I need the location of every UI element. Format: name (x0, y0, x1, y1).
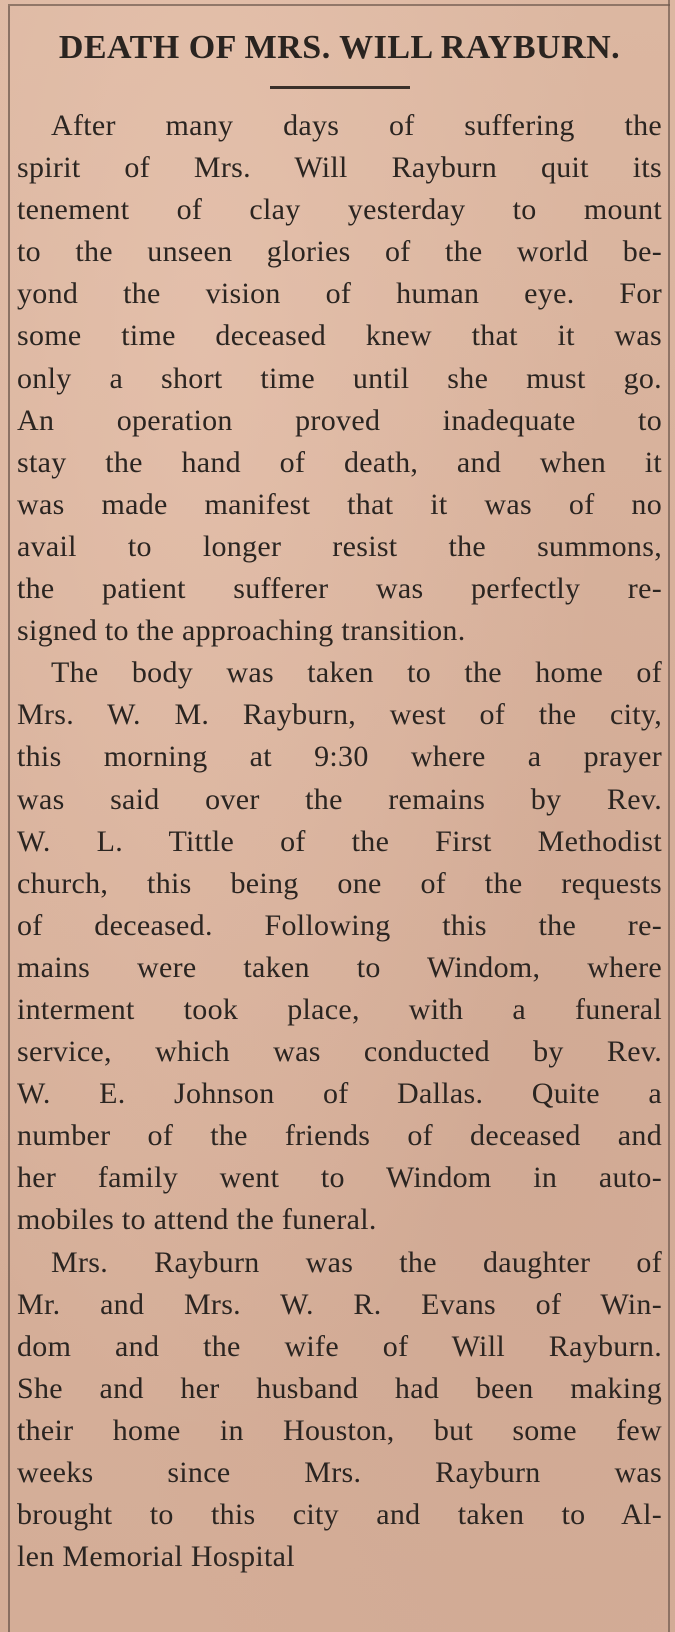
text-line: signed to the approaching transition. (17, 614, 466, 648)
column-border-top (8, 4, 670, 6)
article-body (17, 105, 662, 1578)
text-line: Mrs. W. M. Rayburn, west of the city, (17, 698, 662, 732)
headline-divider (270, 86, 410, 89)
text-line: church, this being one of the requests (17, 866, 662, 900)
text-line: len Memorial Hospital (17, 1540, 295, 1574)
text-line: her family went to Windom in auto- (17, 1161, 662, 1195)
text-line: An operation proved inadequate to (17, 403, 662, 437)
text-line: to the unseen glories of the world be- (17, 235, 662, 269)
text-line: their home in Houston, but some few (17, 1413, 662, 1447)
text-line: interment took place, with a funeral (17, 992, 662, 1026)
text-line: Mrs. Rayburn was the daughter of (51, 1245, 662, 1279)
text-line: W. E. Johnson of Dallas. Quite a (17, 1077, 662, 1111)
text-line: Mr. and Mrs. W. R. Evans of Win- (17, 1287, 662, 1321)
text-line: dom and the wife of Will Rayburn. (17, 1329, 662, 1363)
text-line: The body was taken to the home of (51, 656, 662, 690)
text-line: mains were taken to Windom, where (17, 950, 662, 984)
text-line: yond the vision of human eye. For (17, 277, 662, 311)
text-line: was said over the remains by Rev. (17, 782, 662, 816)
article-column (17, 26, 662, 1578)
text-line: brought to this city and taken to Al- (17, 1498, 662, 1532)
text-line: stay the hand of death, and when it (17, 445, 662, 479)
text-line: She and her husband had been making (17, 1371, 662, 1405)
paragraph-2 (17, 652, 662, 1241)
text-line: only a short time until she must go. (17, 361, 662, 395)
text-line: W. L. Tittle of the First Methodist (17, 824, 662, 858)
text-line: mobiles to attend the funeral. (17, 1203, 377, 1237)
paragraph-1 (17, 105, 662, 652)
text-line: avail to longer resist the summons, (17, 529, 662, 563)
text-line: number of the friends of deceased and (17, 1119, 662, 1153)
paragraph-3 (17, 1242, 662, 1579)
column-border-right (668, 0, 670, 1632)
article-headline: DEATH OF MRS. WILL RAYBURN. (58, 29, 621, 66)
text-line: After many days of suffering the (51, 109, 662, 142)
text-line: some time deceased knew that it was (17, 319, 662, 353)
text-line: weeks since Mrs. Rayburn was (17, 1456, 662, 1489)
text-line: of deceased. Following this the re- (17, 908, 662, 942)
text-line: tenement of clay yesterday to mount (17, 193, 662, 227)
text-line: spirit of Mrs. Will Rayburn quit its (17, 151, 662, 185)
text-line: this morning at 9:30 where a prayer (17, 740, 662, 774)
text-line: was made manifest that it was of no (17, 487, 662, 521)
text-line: the patient sufferer was perfectly re- (17, 572, 662, 606)
column-border-left (8, 6, 10, 1632)
text-line: service, which was conducted by Rev. (17, 1035, 662, 1069)
